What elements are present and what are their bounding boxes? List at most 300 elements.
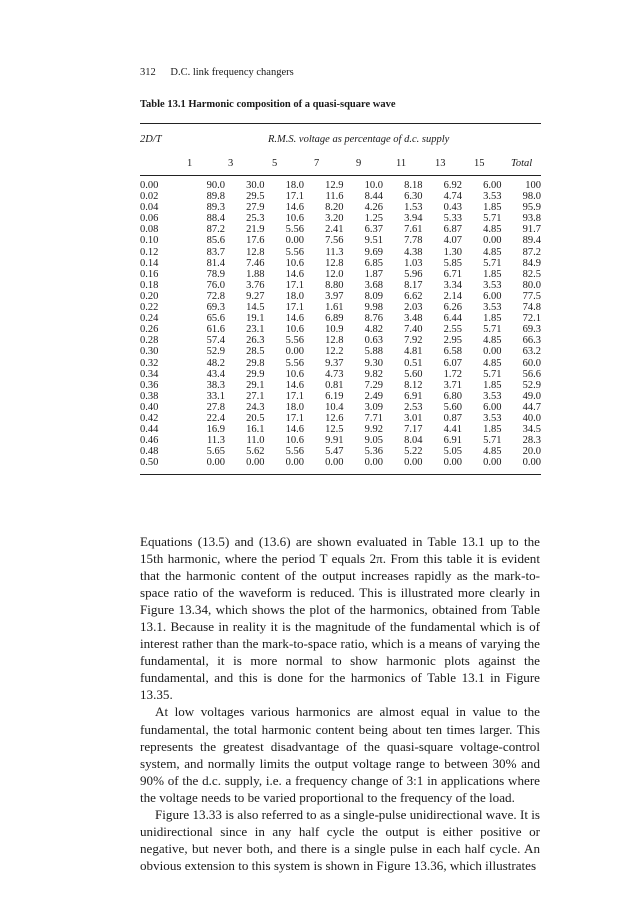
table-cell: 3.68 <box>364 279 383 291</box>
table-cell: 4.85 <box>483 224 502 236</box>
table-cell: 5.56 <box>285 246 304 258</box>
row-label: 0.26 <box>140 324 159 336</box>
table-cell: 10.9 <box>325 324 344 336</box>
row-label: 0.28 <box>140 335 159 347</box>
table-first-header: 2D/T <box>140 134 162 145</box>
table-cell: 5.60 <box>404 368 423 380</box>
table-cell: 5.88 <box>364 346 383 358</box>
table-cell: 5.05 <box>443 446 462 458</box>
table-cell: 0.00 <box>285 235 304 247</box>
table-cell: 69.3 <box>522 324 541 336</box>
table-cell: 5.71 <box>483 435 502 447</box>
table-cell: 14.6 <box>285 313 304 325</box>
table-cell: 1.85 <box>483 379 502 391</box>
table-cell: 0.87 <box>443 412 462 424</box>
table-cell: 5.65 <box>206 446 225 458</box>
table-row <box>140 446 541 457</box>
table-cell: 5.62 <box>246 446 265 458</box>
table-cell: 16.9 <box>206 424 225 436</box>
column-header-total: Total <box>511 158 533 169</box>
table-body <box>140 180 541 468</box>
table-cell: 0.00 <box>246 457 265 469</box>
table-cell: 5.47 <box>325 446 344 458</box>
table-cell: 6.26 <box>443 302 462 314</box>
table-cell: 77.5 <box>522 290 541 302</box>
table-cell: 10.6 <box>285 368 304 380</box>
table-row <box>140 335 541 346</box>
table-cell: 9.30 <box>364 357 383 369</box>
table-cell: 5.85 <box>443 257 462 269</box>
row-label: 0.44 <box>140 424 159 436</box>
table-cell: 4.81 <box>404 346 423 358</box>
table-cell: 66.3 <box>522 335 541 347</box>
table-cell: 4.85 <box>483 446 502 458</box>
table-cell: 14.6 <box>285 268 304 280</box>
table-row <box>140 457 541 468</box>
table-cell: 5.36 <box>364 446 383 458</box>
table-cell: 26.3 <box>246 335 265 347</box>
table-cell: 4.07 <box>443 235 462 247</box>
table-cell: 2.14 <box>443 290 462 302</box>
row-label: 0.12 <box>140 246 159 258</box>
table-cell: 0.00 <box>325 457 344 469</box>
row-label: 0.18 <box>140 279 159 291</box>
table-cell: 40.0 <box>522 412 541 424</box>
table-row <box>140 358 541 369</box>
column-header-9: 9 <box>356 158 362 169</box>
table-cell: 4.41 <box>443 424 462 436</box>
table-cell: 7.17 <box>404 424 423 436</box>
table-cell: 5.71 <box>483 257 502 269</box>
table-cell: 6.80 <box>443 390 462 402</box>
table-cell: 1.53 <box>404 202 423 214</box>
table-cell: 5.56 <box>285 446 304 458</box>
table-cell: 5.71 <box>483 368 502 380</box>
table-cell: 0.63 <box>364 335 383 347</box>
row-label: 0.16 <box>140 268 159 280</box>
table-row <box>140 391 541 402</box>
table-cell: 0.81 <box>325 379 344 391</box>
table-cell: 5.71 <box>483 213 502 225</box>
table-cell: 3.53 <box>483 412 502 424</box>
table-cell: 6.62 <box>404 290 423 302</box>
table-cell: 4.38 <box>404 246 423 258</box>
table-cell: 9.69 <box>364 246 383 258</box>
table-cell: 3.53 <box>483 191 502 203</box>
table-cell: 91.7 <box>522 224 541 236</box>
table-cell: 17.6 <box>246 235 265 247</box>
table-bottom-rule <box>140 474 541 475</box>
table-row <box>140 369 541 380</box>
table-cell: 0.00 <box>364 457 383 469</box>
row-label: 0.08 <box>140 224 159 236</box>
row-label: 0.04 <box>140 202 159 214</box>
table-cell: 0.00 <box>285 457 304 469</box>
row-label: 0.14 <box>140 257 159 269</box>
table-cell: 3.20 <box>325 213 344 225</box>
table-cell: 5.56 <box>285 335 304 347</box>
table-cell: 10.6 <box>285 257 304 269</box>
table-cell: 3.09 <box>364 401 383 413</box>
table-cell: 65.6 <box>206 313 225 325</box>
table-cell: 49.0 <box>522 390 541 402</box>
table-cell: 0.00 <box>483 235 502 247</box>
table-cell: 8.20 <box>325 202 344 214</box>
table-cell: 29.9 <box>246 368 265 380</box>
paragraph: Figure 13.33 is also referred to as a single-pulse unidirectional wave. It is unidirectional since in any half cycle the output is either positive or negative, but never both, and there is a single pulse in each half cycle. An obvious extension to this system is shown in Figure 13.36, which illustrates <box>140 806 540 873</box>
table-cell: 5.56 <box>285 224 304 236</box>
row-label: 0.20 <box>140 290 159 302</box>
table-cell: 8.09 <box>364 290 383 302</box>
table-cell: 12.8 <box>325 335 344 347</box>
paragraph: At low voltages various harmonics are almost equal in value to the fundamental, the total harmonic content being about ten times larger. This represents the greatest disadvantage of the quasi-square voltage-control system, and normally limits the output voltage range to between 30% and 90% of the d.c. supply, i.e. a frequency change of 3:1 in applications where the voltage needs to be varied proportional to the frequency of the load. <box>140 704 540 805</box>
body-text <box>140 533 540 874</box>
row-label: 0.36 <box>140 379 159 391</box>
table-row <box>140 191 541 202</box>
row-label: 0.24 <box>140 313 159 325</box>
table-row <box>140 302 541 313</box>
table-cell: 18.0 <box>285 290 304 302</box>
table-cell: 74.8 <box>522 302 541 314</box>
table-row <box>140 258 541 269</box>
table-cell: 6.37 <box>364 224 383 236</box>
table-cell: 30.0 <box>246 180 265 191</box>
table-row <box>140 213 541 224</box>
table-cell: 3.94 <box>404 213 423 225</box>
table-cell: 1.30 <box>443 246 462 258</box>
table-cell: 11.0 <box>246 435 265 447</box>
table-cell: 34.5 <box>522 424 541 436</box>
table-cell: 6.00 <box>483 180 502 191</box>
table-cell: 0.00 <box>404 457 423 469</box>
row-label: 0.46 <box>140 435 159 447</box>
table-cell: 72.1 <box>522 313 541 325</box>
table-cell: 11.6 <box>325 191 344 203</box>
table-cell: 1.03 <box>404 257 423 269</box>
table-cell: 28.5 <box>246 346 265 358</box>
table-cell: 6.92 <box>443 180 462 191</box>
table-cell: 80.0 <box>522 279 541 291</box>
table-cell: 88.4 <box>206 213 225 225</box>
table-cell: 0.00 <box>483 457 502 469</box>
table-cell: 3.76 <box>246 279 265 291</box>
table-cell: 4.85 <box>483 246 502 258</box>
table-cell: 4.82 <box>364 324 383 336</box>
table-cell: 10.0 <box>364 180 383 191</box>
table-cell: 89.3 <box>206 202 225 214</box>
table-cell: 78.9 <box>206 268 225 280</box>
table-row <box>140 435 541 446</box>
table-row <box>140 346 541 357</box>
table-cell: 8.12 <box>404 379 423 391</box>
table-cell: 27.9 <box>246 202 265 214</box>
table-cell: 0.51 <box>404 357 423 369</box>
table-cell: 12.8 <box>246 246 265 258</box>
table-cell: 1.85 <box>483 424 502 436</box>
table-row <box>140 269 541 280</box>
table-caption: Table 13.1 Harmonic composition of a quasi-square wave <box>140 99 396 110</box>
table-cell: 17.1 <box>285 302 304 314</box>
table-cell: 38.3 <box>206 379 225 391</box>
table-cell: 83.7 <box>206 246 225 258</box>
table-cell: 82.5 <box>522 268 541 280</box>
table-group-header: R.M.S. voltage as percentage of d.c. supply <box>268 134 450 145</box>
table-cell: 69.3 <box>206 302 225 314</box>
table-cell: 2.03 <box>404 302 423 314</box>
table-cell: 6.91 <box>443 435 462 447</box>
table-cell: 1.87 <box>364 268 383 280</box>
table-cell: 7.46 <box>246 257 265 269</box>
table-cell: 7.71 <box>364 412 383 424</box>
table-cell: 11.3 <box>207 435 225 447</box>
table-cell: 12.0 <box>325 268 344 280</box>
table-cell: 0.00 <box>206 457 225 469</box>
table-cell: 8.76 <box>364 313 383 325</box>
table-cell: 6.85 <box>364 257 383 269</box>
table-cell: 5.56 <box>285 357 304 369</box>
table-cell: 6.07 <box>443 357 462 369</box>
row-label: 0.10 <box>140 235 159 247</box>
table-cell: 3.53 <box>483 302 502 314</box>
table-cell: 8.17 <box>404 279 423 291</box>
table-cell: 95.9 <box>522 202 541 214</box>
table-row <box>140 202 541 213</box>
table-cell: 8.80 <box>325 279 344 291</box>
table-cell: 27.8 <box>206 401 225 413</box>
table-cell: 1.72 <box>443 368 462 380</box>
column-header-15: 15 <box>474 158 485 169</box>
table-cell: 9.82 <box>364 368 383 380</box>
column-header-11: 11 <box>396 158 407 169</box>
table-cell: 29.1 <box>246 379 265 391</box>
table-cell: 93.8 <box>522 213 541 225</box>
table-cell: 7.40 <box>404 324 423 336</box>
table-cell: 84.9 <box>522 257 541 269</box>
table-cell: 17.1 <box>285 390 304 402</box>
table-cell: 1.85 <box>483 268 502 280</box>
table-row <box>140 402 541 413</box>
table-cell: 21.9 <box>246 224 265 236</box>
table-cell: 9.92 <box>364 424 383 436</box>
table-cell: 14.6 <box>285 202 304 214</box>
row-label: 0.34 <box>140 368 159 380</box>
table-cell: 7.78 <box>404 235 423 247</box>
table-cell: 20.0 <box>522 446 541 458</box>
table-cell: 8.04 <box>404 435 423 447</box>
table-cell: 81.4 <box>206 257 225 269</box>
table-cell: 7.29 <box>364 379 383 391</box>
table-cell: 17.1 <box>285 279 304 291</box>
table-row <box>140 380 541 391</box>
table-cell: 4.85 <box>483 335 502 347</box>
table-cell: 12.8 <box>325 257 344 269</box>
table-cell: 100 <box>525 180 541 191</box>
table-cell: 7.56 <box>325 235 344 247</box>
table-cell: 3.97 <box>325 290 344 302</box>
table-cell: 17.1 <box>285 191 304 203</box>
table-cell: 14.6 <box>285 424 304 436</box>
table-row <box>140 180 541 191</box>
table-cell: 7.61 <box>404 224 423 236</box>
table-cell: 89.8 <box>206 191 225 203</box>
row-label: 0.38 <box>140 390 159 402</box>
table-cell: 56.6 <box>522 368 541 380</box>
table-cell: 3.53 <box>483 390 502 402</box>
table-cell: 0.43 <box>443 202 462 214</box>
table-cell: 17.1 <box>285 412 304 424</box>
table-cell: 18.0 <box>285 180 304 191</box>
table-cell: 6.87 <box>443 224 462 236</box>
table-row <box>140 324 541 335</box>
table-cell: 4.85 <box>483 357 502 369</box>
table-cell: 87.2 <box>206 224 225 236</box>
table-cell: 5.96 <box>404 268 423 280</box>
table-cell: 3.48 <box>404 313 423 325</box>
column-header-7: 7 <box>314 158 320 169</box>
table-cell: 72.8 <box>206 290 225 302</box>
table-cell: 9.51 <box>364 235 383 247</box>
table-cell: 6.00 <box>483 401 502 413</box>
table-cell: 10.6 <box>285 213 304 225</box>
column-header-1: 1 <box>187 158 193 169</box>
table-cell: 3.01 <box>404 412 423 424</box>
table-cell: 18.0 <box>285 401 304 413</box>
table-cell: 29.8 <box>246 357 265 369</box>
paragraph: Equations (13.5) and (13.6) are shown evaluated in Table 13.1 up to the 15th harmonic, where the period T equals 2π. From this table it is evident that the harmonic content of the output increases rapidly as the mark-to-space ratio of the waveform is reduced. This is illustrated more clearly in Figure 13.34, which shows the plot of the harmonics, obtained from Table 13.1. Because in reality it is the magnitude of the fundamental which is of interest rather than the mark-to-space ratio, which is a means of varying the fundamental, it is more normal to show harmonic plots against the fundamental, and this is done for the harmonics of Table 13.1 in Figure 13.35. <box>140 534 540 703</box>
table-cell: 5.71 <box>483 324 502 336</box>
row-label: 0.48 <box>140 446 159 458</box>
table-header-rule <box>140 175 541 176</box>
table-cell: 16.1 <box>246 424 265 436</box>
row-label: 0.40 <box>140 401 159 413</box>
table-cell: 8.44 <box>364 191 383 203</box>
table-row <box>140 413 541 424</box>
table-row <box>140 424 541 435</box>
table-cell: 1.85 <box>483 313 502 325</box>
table-cell: 1.88 <box>246 268 265 280</box>
table-cell: 12.9 <box>325 180 344 191</box>
table-cell: 9.91 <box>325 435 344 447</box>
table-cell: 28.3 <box>522 435 541 447</box>
table-cell: 5.22 <box>404 446 423 458</box>
table-cell: 3.71 <box>443 379 462 391</box>
table-cell: 2.41 <box>325 224 344 236</box>
row-label: 0.32 <box>140 357 159 369</box>
table-cell: 2.49 <box>364 390 383 402</box>
table-cell: 14.5 <box>246 302 265 314</box>
table-cell: 6.71 <box>443 268 462 280</box>
table-cell: 14.6 <box>285 379 304 391</box>
table-cell: 90.0 <box>206 180 225 191</box>
table-row <box>140 313 541 324</box>
table-cell: 11.3 <box>325 246 344 258</box>
table-cell: 24.3 <box>246 401 265 413</box>
table-cell: 8.18 <box>404 180 423 191</box>
table-cell: 22.4 <box>206 412 225 424</box>
table-cell: 0.00 <box>483 346 502 358</box>
page-number: 312 <box>140 67 156 78</box>
table-cell: 0.00 <box>443 457 462 469</box>
table-row <box>140 291 541 302</box>
table-cell: 89.4 <box>522 235 541 247</box>
table-cell: 6.00 <box>483 290 502 302</box>
row-label: 0.42 <box>140 412 159 424</box>
table-cell: 43.4 <box>206 368 225 380</box>
table-cell: 9.37 <box>325 357 344 369</box>
table-cell: 6.58 <box>443 346 462 358</box>
table-cell: 98.0 <box>522 191 541 203</box>
table-cell: 52.9 <box>522 379 541 391</box>
table-cell: 1.25 <box>364 213 383 225</box>
table-cell: 4.74 <box>443 191 462 203</box>
column-header-3: 3 <box>228 158 234 169</box>
table-cell: 3.53 <box>483 279 502 291</box>
table-cell: 6.44 <box>443 313 462 325</box>
table-cell: 1.61 <box>325 302 344 314</box>
row-label: 0.02 <box>140 191 159 203</box>
table-cell: 10.6 <box>285 324 304 336</box>
table-cell: 87.2 <box>522 246 541 258</box>
table-cell: 23.1 <box>246 324 265 336</box>
table-cell: 2.53 <box>404 401 423 413</box>
row-label: 0.06 <box>140 213 159 225</box>
table-cell: 0.00 <box>522 457 541 469</box>
harmonic-table <box>140 180 541 468</box>
table-cell: 4.26 <box>364 202 383 214</box>
table-cell: 12.6 <box>325 412 344 424</box>
running-head-title: D.C. link frequency changers <box>170 67 294 78</box>
table-cell: 12.2 <box>325 346 344 358</box>
table-cell: 2.95 <box>443 335 462 347</box>
table-cell: 3.34 <box>443 279 462 291</box>
table-cell: 7.92 <box>404 335 423 347</box>
column-header-5: 5 <box>272 158 278 169</box>
table-cell: 0.00 <box>285 346 304 358</box>
table-row <box>140 280 541 291</box>
table-cell: 33.1 <box>206 390 225 402</box>
table-cell: 44.7 <box>522 401 541 413</box>
table-row <box>140 224 541 235</box>
table-cell: 19.1 <box>246 313 265 325</box>
table-cell: 29.5 <box>246 191 265 203</box>
table-cell: 6.30 <box>404 191 423 203</box>
running-head <box>140 67 294 78</box>
table-cell: 1.85 <box>483 202 502 214</box>
table-cell: 27.1 <box>246 390 265 402</box>
table-cell: 63.2 <box>522 346 541 358</box>
row-label: 0.30 <box>140 346 159 358</box>
table-cell: 12.5 <box>325 424 344 436</box>
table-cell: 10.6 <box>285 435 304 447</box>
table-cell: 6.91 <box>404 390 423 402</box>
table-cell: 60.0 <box>522 357 541 369</box>
table-row <box>140 235 541 246</box>
table-cell: 9.27 <box>246 290 265 302</box>
table-cell: 6.19 <box>325 390 344 402</box>
row-label: 0.00 <box>140 180 159 191</box>
table-cell: 4.73 <box>325 368 344 380</box>
column-header-13: 13 <box>435 158 446 169</box>
table-cell: 48.2 <box>206 357 225 369</box>
table-cell: 57.4 <box>206 335 225 347</box>
table-cell: 25.3 <box>246 213 265 225</box>
table-cell: 9.05 <box>364 435 383 447</box>
table-top-rule <box>140 123 541 124</box>
table-cell: 61.6 <box>206 324 225 336</box>
table-cell: 2.55 <box>443 324 462 336</box>
table-cell: 52.9 <box>206 346 225 358</box>
table-cell: 20.5 <box>246 412 265 424</box>
